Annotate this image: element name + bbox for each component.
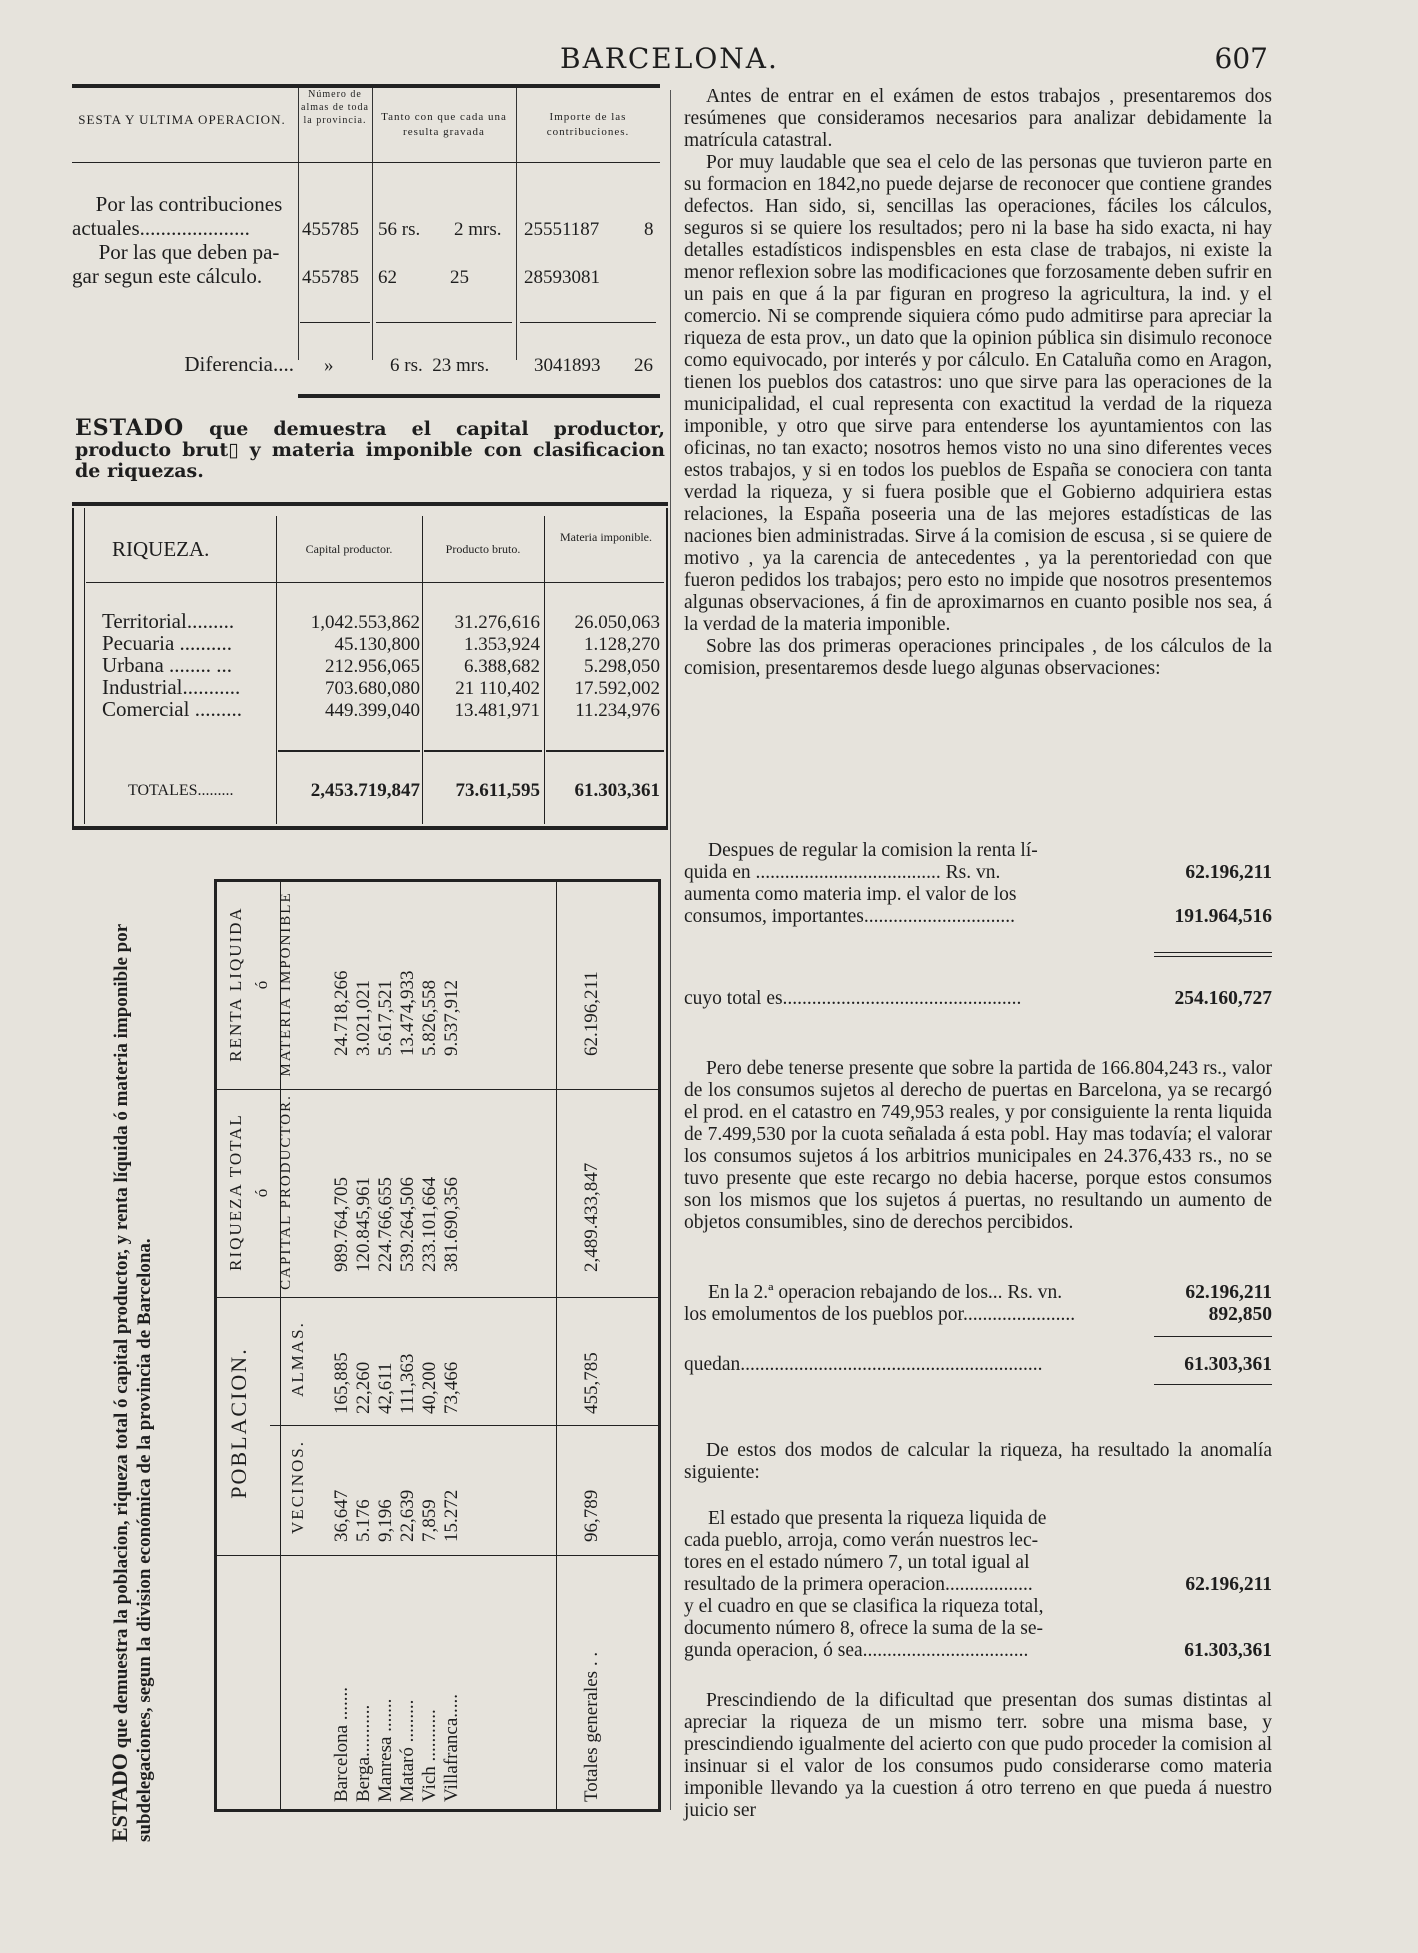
- cell-materia: 11.234,976: [575, 700, 660, 721]
- row-name: Mataró .........: [397, 1699, 418, 1802]
- calc-value: 191.964,516: [1174, 906, 1272, 927]
- bottom-rule: [298, 394, 660, 398]
- table3-caption-lead: ESTADO: [107, 1753, 132, 1842]
- row-capital: 120.845,961: [353, 1177, 374, 1272]
- table-row-label: Industrial...........: [102, 675, 241, 699]
- diff-tanto: 6 rs. 23 mrs.: [390, 355, 490, 376]
- header-almas: Número de almas de toda la provincia.: [301, 89, 369, 126]
- row-materia: 5.826,558: [419, 980, 440, 1056]
- cell-materia: 26.050,063: [574, 612, 660, 633]
- row-name: Vich ...........: [419, 1709, 440, 1802]
- diff-importe: 3041893: [534, 355, 601, 376]
- calc-line: Despues de regular la comision la renta lí-: [708, 840, 1038, 861]
- calc-block-2: [684, 1282, 1272, 1392]
- cell-capital: 703.680,080: [325, 678, 420, 699]
- header-o-2: ó: [252, 978, 271, 990]
- sum-rule: [1154, 952, 1272, 953]
- right-border: [666, 508, 668, 830]
- bottom-rule: [72, 826, 668, 830]
- body-text-anomalia: [684, 1440, 1272, 1484]
- header-poblacion: POBLACION.: [226, 1347, 251, 1499]
- cell-tanto-mrs: 2 mrs.: [454, 219, 502, 240]
- sum-rule: [278, 750, 420, 752]
- running-head: [0, 42, 1418, 82]
- row-vecinos: 36,647: [331, 1489, 352, 1542]
- cell-capital: 212.956,065: [325, 656, 420, 677]
- left-border-inner: [84, 508, 85, 824]
- sum-rule: [1154, 956, 1272, 957]
- calc-line: cada pueblo, arroja, como verán nuestros lec-: [684, 1530, 1039, 1551]
- cell-producto: 13.481,971: [454, 700, 540, 721]
- calc-line: aumenta como materia imp. el valor de los: [684, 884, 1017, 905]
- body-text-mid: [684, 1058, 1272, 1234]
- cell-tanto-mrs: 25: [450, 267, 469, 288]
- calc-block-3: [684, 1508, 1272, 1668]
- paragraph: Sobre las dos primeras operaciones principales , de los cálculos de la comision, presentaremos desde luego algunas observaciones:: [684, 636, 1272, 679]
- totals-materia: 61.303,361: [574, 780, 660, 801]
- row-almas: 22,260: [353, 1361, 374, 1414]
- col-divider: [544, 516, 545, 824]
- paragraph: De estos dos modos de calcular la riqueza, ha resultado la anomalía siguiente:: [684, 1440, 1272, 1483]
- page-number: 607: [1214, 42, 1268, 75]
- cell-producto: 1.353,924: [464, 634, 540, 655]
- row-vecinos: 22,639: [397, 1489, 418, 1542]
- header-importe: Importe de las contribuciones.: [546, 111, 630, 138]
- totals-rule: [556, 882, 557, 1812]
- table-row-label: Urbana ........ ...: [102, 653, 233, 677]
- header-materia: Materia imponible.: [560, 530, 652, 544]
- calc-value: 62.196,211: [1185, 862, 1272, 883]
- header-riqueza-total: RIQUEZA TOTAL: [226, 1113, 245, 1271]
- cell-tanto-rs: 62: [378, 267, 397, 288]
- calc-value: 892,850: [1208, 1304, 1272, 1325]
- col-divider: [298, 88, 299, 360]
- totals-label: TOTALES.........: [128, 782, 234, 799]
- table-row-label: Comercial .........: [102, 697, 242, 721]
- table-row-label: Territorial.........: [102, 609, 235, 633]
- calc-line: cuyo total es.................................................: [684, 988, 1022, 1009]
- calc-line: gunda operacion, ó sea..................................: [684, 1640, 1029, 1661]
- row-capital: 381.690,356: [441, 1177, 462, 1272]
- paragraph: Prescindiendo de la dificultad que presentan dos sumas distintas al apreciar la riqueza de un mismo terr. sobre una misma base, y prescindiendo igualmente del acierto con que pudo proceder la comision al insinuar si el valor de los consumos pudo considerarse como materia imponible llevando ya la cuestion á otro terreno en que pueda á nuestro juicio ser: [684, 1690, 1272, 1821]
- cell-materia: 5.298,050: [584, 656, 660, 677]
- rotated-table-wrap: [102, 842, 674, 1842]
- left-border: [72, 508, 74, 830]
- row-almas: 111,363: [397, 1353, 418, 1414]
- diff-label: Diferencia....: [184, 352, 294, 376]
- row-label: Por las contribuciones: [95, 192, 283, 216]
- row-materia: 3.021,021: [353, 980, 374, 1056]
- sum-rule: [546, 750, 664, 752]
- estado-caption: [75, 415, 665, 482]
- sum-rule: [424, 750, 542, 752]
- header-rule: [86, 582, 664, 583]
- cell-importe: 25551187: [524, 219, 600, 240]
- row-vecinos: 7,859: [419, 1499, 440, 1542]
- col-divider: [372, 88, 373, 360]
- cell-producto: 6.388,682: [464, 656, 540, 677]
- calc-line: los emolumentos de los pueblos por.......................: [684, 1304, 1076, 1325]
- totals-almas: 455,785: [581, 1352, 602, 1414]
- body-text-top: [684, 86, 1272, 680]
- row-name: Manresa .......: [375, 1698, 396, 1802]
- calc-line: resultado de la primera operacion..................: [684, 1574, 1033, 1595]
- row-capital: 539.264,506: [397, 1177, 418, 1272]
- table-poblacion-subdelegaciones: [102, 842, 674, 1842]
- row-materia: 24.718,266: [331, 970, 352, 1056]
- frame-left: [214, 882, 217, 1812]
- paragraph: Antes de entrar en el exámen de estos trabajos , presentaremos dos resúmenes que consideramos necesarios para analizar debidamente la matrícula catastral.: [684, 86, 1272, 151]
- sum-rule: [1154, 1336, 1272, 1337]
- row-name: Berga...........: [353, 1704, 374, 1802]
- cell-producto: 21 110,402: [455, 678, 540, 699]
- cell-capital: 45.130,800: [334, 634, 420, 655]
- frame-right: [658, 879, 661, 1812]
- paragraph: Pero debe tenerse presente que sobre la partida de 166.804,243 rs., valor de los consumos sujetos al derecho de puertas en Barcelona, ya se recargó el prod. en el catastro en 749,953 reales, y por consiguiente la renta liquida de 7.499,530 por la cuota señalada á esta pobl. Hay mas todavía; el valorar los consumos sujetos á los arbitrios municipales en 24.376,433 rs., no se tuvo presente que este recargo no debia hacerse, porque estos consumos son los mismos que los sujetos á puertas, no resultando un aumento de objetos consumibles, sino de derechos percibidos.: [684, 1058, 1272, 1233]
- cell-tanto-rs: 56 rs.: [378, 219, 421, 240]
- row-label: gar segun este cálculo.: [72, 264, 263, 288]
- running-title: BARCELONA.: [560, 42, 779, 75]
- row-capital: 224.766,655: [375, 1177, 396, 1272]
- cell-importe: 28593081: [524, 267, 600, 288]
- totals-capital: 2,489.433,847: [581, 1162, 602, 1272]
- calc-line: documento número 8, ofrece la suma de la se-: [684, 1618, 1043, 1639]
- row-capital: 989.764,705: [331, 1177, 352, 1272]
- table-sesta-operacion: [72, 82, 660, 402]
- calc-line: quedan..............................................................: [684, 1354, 1043, 1375]
- row-materia: 5.617,521: [375, 980, 396, 1056]
- row-vecinos: 9,196: [375, 1499, 396, 1542]
- cell-capital: 449.399,040: [325, 700, 420, 721]
- header-o-1: ó: [252, 1186, 271, 1198]
- header-tanto: Tanto con que cada una resulta gravada: [381, 111, 507, 138]
- calc-line: tores en el estado número 7, un total igual al: [684, 1552, 1030, 1573]
- col-divider: [270, 1425, 660, 1426]
- calc-value: 62.196,211: [1185, 1574, 1272, 1595]
- table3-caption-text: que demuestra la poblacion, riqueza total ó capital productor, y renta líquida ó materia imponible por subdelegaciones, segun la division económica de la provincia de Barcelona.: [111, 924, 155, 1842]
- row-almas: 40,200: [419, 1361, 440, 1414]
- table-riqueza: [72, 502, 668, 830]
- row-vecinos: 5.176: [353, 1499, 374, 1542]
- calc-value: 254.160,727: [1174, 988, 1272, 1009]
- header-capital: Capital productor.: [305, 542, 393, 556]
- header-producto: Producto bruto.: [445, 542, 521, 556]
- top-rule: [72, 502, 668, 506]
- diff-almas: »: [324, 355, 334, 376]
- cell-almas: 455785: [302, 219, 359, 240]
- row-label: actuales.....................: [72, 216, 250, 240]
- row-almas: 42,611: [375, 1362, 396, 1414]
- row-materia: 9.537,912: [441, 980, 462, 1056]
- row-name: Villafranca.....: [441, 1693, 462, 1802]
- cell-capital: 1,042.553,862: [310, 612, 420, 633]
- totals-producto: 73.611,595: [455, 780, 540, 801]
- calc-value: 62.196,211: [1185, 1282, 1272, 1303]
- calc-line: consumos, importantes...............................: [684, 906, 1015, 927]
- col-divider: [516, 88, 517, 360]
- header-renta-liquida: RENTA LIQUIDA: [226, 906, 245, 1062]
- header-operacion: SESTA Y ULTIMA OPERACION.: [78, 112, 286, 127]
- cell-importe-extra: 8: [644, 219, 654, 240]
- calc-line: y el cuadro en que se clasifica la riqueza total,: [684, 1596, 1044, 1617]
- diff-importe-extra: 26: [634, 355, 653, 376]
- calc-line: En la 2.ª operacion rebajando de los... Rs. vn.: [708, 1282, 1063, 1303]
- sum-rule: [300, 322, 370, 323]
- calc-value: 61.303,361: [1184, 1640, 1272, 1661]
- row-almas: 165,885: [331, 1352, 352, 1414]
- row-name: Barcelona .......: [331, 1686, 352, 1802]
- cell-materia: 1.128,270: [584, 634, 660, 655]
- cell-almas: 455785: [302, 267, 359, 288]
- header-vecinos: VECINOS.: [288, 1440, 307, 1534]
- row-almas: 73,466: [441, 1361, 462, 1414]
- row-label: Por las que deben pa-: [98, 240, 280, 264]
- body-text-bottom: [684, 1690, 1272, 1822]
- row-capital: 233.101,664: [419, 1177, 440, 1272]
- cell-materia: 17.592,002: [574, 678, 660, 699]
- header-rule: [72, 162, 660, 163]
- calc-value: 61.303,361: [1184, 1354, 1272, 1375]
- calc-line: El estado que presenta la riqueza liquida de: [708, 1508, 1047, 1529]
- calc-block-1: [684, 840, 1272, 1020]
- estado-text: que demuestra el capital productor, producto brut▯ y materia imponible con clasificacion de riquezas.: [75, 418, 665, 482]
- paragraph: Por muy laudable que sea el celo de las personas que tuvieron parte en su formacion en 1842,no puede dejarse de reconocer que contiene grandes defectos. Han sido, si, sencillas las operaciones, fáciles los cálculos, seguros si se quiere los resultados; pero ni la base ha sido exacta, ni hay detalles estadísticos indispensbles en esta clase de trabajos, ni existe la menor reflexion sobre las modificaciones que forzosamente deben sufrir en un pais en que á la par figuran en progreso la agricultura, la ind. y el comercio. Ni se comprende siquiera cómo pudo admitirse para apreciar la riqueza de esta prov., un dato que la opinion pública sin disimulo reconoce como equivocado, por interés y por cálculo. En Cataluña como en Aragon, tienen los pueblos dos catastros: uno que sirve para las operaciones de la municipalidad, el cual representa con exactitud la verdad de la riqueza imponible, y otro que sirve para entenderse los ayuntamientos con las oficinas, no tan exacto; nosotros hemos visto no una sino diferentes veces estos trabajos, y si en todos los pueblos de España se conociera con tanta verdad la riqueza, y si fuera posible que el Gobierno adquiriera estas relaciones, la España poseeria una de las mejores estadísticas de las naciones bien administradas. Sirve á la comision de escusa , si se quiere de motivo , ya la carencia de antecedentes , ya la perentoriedad con que fueron pedidos los trabajos; pero esto no impide que nosotros presentemos algunas observaciones, á fin de aproximarnos en cuanto posible nos sea, á la verdad de la materia imponible.: [684, 152, 1272, 635]
- cell-producto: 31.276,616: [454, 612, 540, 633]
- row-materia: 13.474,933: [397, 970, 418, 1056]
- totals-name: Totales generales . .: [581, 1651, 602, 1802]
- sum-rule: [1154, 1384, 1272, 1385]
- sum-rule: [520, 322, 656, 323]
- header-almas: ALMAS.: [288, 1321, 307, 1397]
- totals-capital: 2,453.719,847: [310, 780, 420, 801]
- header-capital-productor: CAPITAL PRODUCTOR.: [278, 1094, 294, 1290]
- estado-lead: ESTADO: [75, 415, 185, 441]
- col-divider: [422, 516, 423, 824]
- totals-materia: 62.196,211: [581, 971, 602, 1056]
- col-divider: [276, 516, 277, 824]
- header-riqueza: RIQUEZA.: [112, 537, 210, 561]
- table3-caption: [108, 842, 156, 1842]
- table-row-label: Pecuaria ..........: [102, 631, 233, 655]
- column-separator: [670, 90, 671, 1810]
- calc-line: quida en ...................................... Rs. vn.: [684, 862, 1001, 883]
- totals-vecinos: 96,789: [581, 1489, 602, 1542]
- row-vecinos: 15.272: [441, 1489, 462, 1542]
- sum-rule: [376, 322, 512, 323]
- header-materia-imponible: MATERIA IMPONIBLE: [278, 891, 294, 1077]
